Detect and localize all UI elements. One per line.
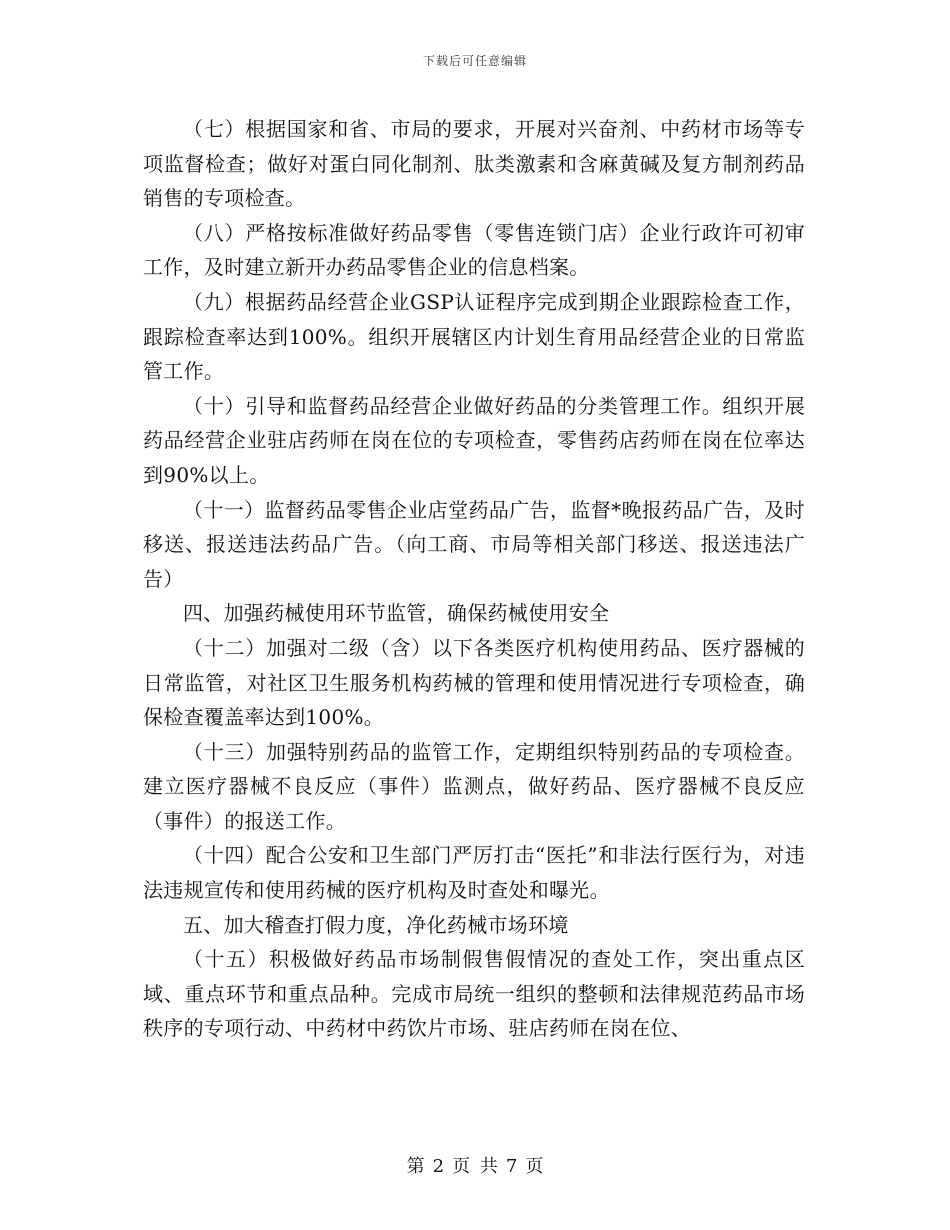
paragraph-15: （十五）积极做好药品市场制假售假情况的查处工作，突出重点区域、重点环节和重点品种。完成市局统一组织的整顿和法律规范药品市场秩序的专项行动、中药材中药饮片市场、驻店药师在岗在位、 [143,947,805,1041]
footer-mid: 页 共 [452,1156,498,1177]
paragraph-12: （十二）加强对二级（含）以下各类医疗机构使用药品、医疗器械的日常监管，对社区卫生服务机构药械的管理和使用情况进行专项检查，确保检查覆盖率达到100%。 [143,635,805,730]
paragraph-8: （八）严格按标准做好药品零售（零售连锁门店）企业行政许可初审工作，及时建立新开办药品零售企业的信息档案。 [143,220,805,280]
footer-prefix: 第 [406,1156,425,1177]
paragraph-13: （十三）加强特别药品的监管工作，定期组织特别药品的专项检查。建立医疗器械不良反应（事件）监测点，做好药品、医疗器械不良反应（事件）的报送工作。 [143,739,805,833]
paragraph-14: （十四）配合公安和卫生部门严厉打击“医托”和非法行医行为，对违法违规宣传和使用药械的医疗机构及时查处和曝光。 [143,843,805,903]
paragraph-9: （九）根据药品经营企业GSP认证程序完成到期企业跟踪检查工作，跟踪检查率达到100%。组织开展辖区内计划生育用品经营企业的日常监管工作。 [143,289,805,384]
paragraph-7: （七）根据国家和省、市局的要求，开展对兴奋剂、中药材市场等专项监督检查；做好对蛋白同化制剂、肽类激素和含麻黄碱及复方制剂药品销售的专项检查。 [143,117,805,211]
section-heading-5: 五、加大稽查打假力度，净化药械市场环境 [183,912,569,937]
footer-total-pages: 7 [505,1156,518,1177]
page-header-note: 下载后可任意编辑 [422,54,527,68]
paragraph-10: （十）引导和监督药品经营企业做好药品的分类管理工作。组织开展药品经营企业驻店药师在岗在位的专项检查，零售药店药师在岗在位率达到90%以上。 [143,393,805,487]
paragraph-11: （十一）监督药品零售企业店堂药品广告，监督*晚报药品广告，及时移送、报送违法药品广告。（向工商、市局等相关部门移送、报送违法广告） [143,497,805,591]
document-body [143,112,805,1046]
footer-suffix: 页 [525,1156,544,1177]
footer-page-number: 2 [432,1156,445,1177]
page-footer [0,1152,950,1178]
section-heading-4: 四、加强药械使用环节监管，确保药械使用安全 [183,601,610,626]
